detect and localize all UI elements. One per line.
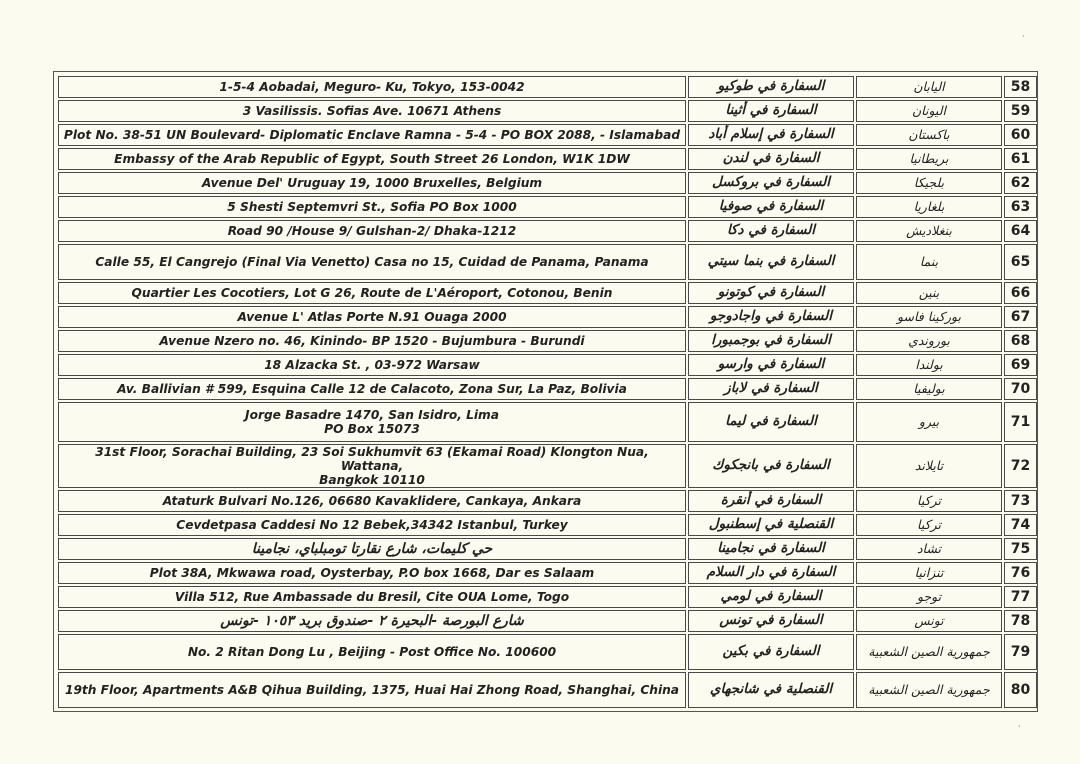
address-line: شارع البورصة -البحيرة ٢ -صندوق بريد ١٠٥٣ -تونس bbox=[220, 613, 524, 630]
address-cell bbox=[58, 490, 686, 512]
country-cell: بوركينا فاسو bbox=[856, 306, 1002, 328]
address-line: Av. Ballivian # 599, Esquina Calle 12 de Calacoto, Zona Sur, La Paz, Bolivia bbox=[117, 381, 627, 396]
address-line: Jorge Basadre 1470, San Isidro, Lima bbox=[245, 407, 499, 422]
table-row bbox=[58, 514, 1037, 536]
row-number-cell: 68 bbox=[1004, 330, 1037, 352]
address-cell bbox=[58, 586, 686, 608]
address-line: Avenue Del' Uruguay 19, 1000 Bruxelles, Belgium bbox=[201, 175, 543, 190]
row-number-cell: 70 bbox=[1004, 378, 1037, 400]
address-cell bbox=[58, 354, 686, 376]
address-cell bbox=[58, 444, 686, 488]
address-line: 31st Floor, Sorachai Building, 23 Soi Sukhumvit 63 (Ekamai Road) Klongton Nua, Wattana, bbox=[95, 445, 649, 474]
address-cell bbox=[58, 538, 686, 560]
address-line: 1-5-4 Aobadai, Meguro- Ku, Tokyo, 153-0042 bbox=[219, 79, 525, 94]
country-cell: اليابان bbox=[856, 76, 1002, 98]
table-row bbox=[58, 76, 1037, 98]
table-row bbox=[58, 196, 1037, 218]
country-cell: تركيا bbox=[856, 490, 1002, 512]
address-line: No. 2 Ritan Dong Lu , Beijing - Post Office No. 100600 bbox=[187, 645, 557, 660]
address-cell bbox=[58, 634, 686, 670]
mission-cell: السفارة في تونس bbox=[688, 610, 854, 632]
row-number-cell: 73 bbox=[1004, 490, 1037, 512]
address-line: 5 Shesti Septemvri St., Sofia PO Box 1000 bbox=[227, 199, 517, 214]
table-row bbox=[58, 148, 1037, 170]
row-number-cell: 75 bbox=[1004, 538, 1037, 560]
row-number-cell: 71 bbox=[1004, 402, 1037, 442]
country-cell: تشاد bbox=[856, 538, 1002, 560]
address-line: Plot No. 38-51 UN Boulevard- Diplomatic Enclave Ramna - 5-4 - PO BOX 2088, - Islamabad bbox=[63, 127, 681, 142]
country-cell: باكستان bbox=[856, 124, 1002, 146]
address-line: Road 90 /House 9/ Gulshan-2/ Dhaka-1212 bbox=[227, 223, 517, 238]
address-line: 19th Floor, Apartments A&B Qihua Building, 1375, Huai Hai Zhong Road, Shanghai, China bbox=[64, 683, 680, 698]
scan-dot: · bbox=[1018, 722, 1021, 731]
mission-cell: السفارة في أنقرة bbox=[688, 490, 854, 512]
mission-cell: السفارة في بكين bbox=[688, 634, 854, 670]
table-row bbox=[58, 378, 1037, 400]
address-line: Plot 38A, Mkwawa road, Oysterbay, P.O box 1668, Dar es Salaam bbox=[149, 566, 595, 581]
embassy-table-body bbox=[58, 76, 1037, 708]
table-row bbox=[58, 672, 1037, 708]
row-number-cell: 78 bbox=[1004, 610, 1037, 632]
table-row bbox=[58, 244, 1037, 280]
country-cell: بلغاريا bbox=[856, 196, 1002, 218]
table-row bbox=[58, 330, 1037, 352]
row-number-cell: 59 bbox=[1004, 100, 1037, 122]
table-row bbox=[58, 124, 1037, 146]
address-line: Avenue L' Atlas Porte N.91 Ouaga 2000 bbox=[237, 309, 507, 324]
mission-cell: السفارة في نجامينا bbox=[688, 538, 854, 560]
row-number-cell: 58 bbox=[1004, 76, 1037, 98]
mission-cell: السفارة في وارسو bbox=[688, 354, 854, 376]
address-cell bbox=[58, 672, 686, 708]
table-row bbox=[58, 444, 1037, 488]
table-row bbox=[58, 306, 1037, 328]
row-number-cell: 76 bbox=[1004, 562, 1037, 584]
address-cell bbox=[58, 100, 686, 122]
row-number-cell: 69 bbox=[1004, 354, 1037, 376]
country-cell: بيرو bbox=[856, 402, 1002, 442]
address-line: Calle 55, El Cangrejo (Final Via Venetto) Casa no 15, Cuidad de Panama, Panama bbox=[95, 254, 649, 269]
address-line: 18 Alzacka St. , 03-972 Warsaw bbox=[264, 357, 480, 372]
address-cell bbox=[58, 76, 686, 98]
table-row bbox=[58, 282, 1037, 304]
table-row bbox=[58, 490, 1037, 512]
row-number-cell: 67 bbox=[1004, 306, 1037, 328]
scan-dot: · bbox=[1022, 32, 1025, 41]
address-cell bbox=[58, 610, 686, 632]
row-number-cell: 72 bbox=[1004, 444, 1037, 488]
mission-cell: السفارة في دار السلام bbox=[688, 562, 854, 584]
row-number-cell: 64 bbox=[1004, 220, 1037, 242]
table-row bbox=[58, 586, 1037, 608]
table-row bbox=[58, 402, 1037, 442]
address-line: Ataturk Bulvari No.126, 06680 Kavaklidere, Cankaya, Ankara bbox=[162, 494, 582, 509]
address-cell bbox=[58, 148, 686, 170]
country-cell: بريطانيا bbox=[856, 148, 1002, 170]
mission-cell: السفارة في بروكسل bbox=[688, 172, 854, 194]
table-row bbox=[58, 354, 1037, 376]
row-number-cell: 80 bbox=[1004, 672, 1037, 708]
mission-cell: السفارة في لومي bbox=[688, 586, 854, 608]
address-line: Embassy of the Arab Republic of Egypt, South Street 26 London, W1K 1DW bbox=[114, 151, 630, 166]
row-number-cell: 61 bbox=[1004, 148, 1037, 170]
address-line: حي كليمات، شارع نقارتا تومبلباي، نجامينا bbox=[251, 541, 493, 558]
row-number-cell: 66 bbox=[1004, 282, 1037, 304]
table-row bbox=[58, 100, 1037, 122]
country-cell: جمهورية الصين الشعبية bbox=[856, 672, 1002, 708]
mission-cell: القنصلية في شانجهاي bbox=[688, 672, 854, 708]
embassy-table bbox=[56, 74, 1039, 710]
row-number-cell: 62 bbox=[1004, 172, 1037, 194]
embassy-table-frame bbox=[53, 71, 1038, 712]
table-row bbox=[58, 220, 1037, 242]
address-line: Villa 512, Rue Ambassade du Bresil, Cite OUA Lome, Togo bbox=[174, 590, 570, 605]
mission-cell: السفارة في لندن bbox=[688, 148, 854, 170]
country-cell: جمهورية الصين الشعبية bbox=[856, 634, 1002, 670]
address-line-2: Bangkok 10110 bbox=[319, 473, 425, 488]
address-cell bbox=[58, 172, 686, 194]
address-cell bbox=[58, 514, 686, 536]
country-cell: تايلاند bbox=[856, 444, 1002, 488]
country-cell: تونس bbox=[856, 610, 1002, 632]
mission-cell: السفارة في طوكيو bbox=[688, 76, 854, 98]
address-cell bbox=[58, 378, 686, 400]
address-line: 3 Vasilissis. Sofias Ave. 10671 Athens bbox=[242, 103, 502, 118]
mission-cell: السفارة في صوفيا bbox=[688, 196, 854, 218]
mission-cell: السفارة في لاباز bbox=[688, 378, 854, 400]
row-number-cell: 74 bbox=[1004, 514, 1037, 536]
country-cell: بوروندي bbox=[856, 330, 1002, 352]
mission-cell: السفارة في أثينا bbox=[688, 100, 854, 122]
address-cell bbox=[58, 220, 686, 242]
mission-cell: السفارة في ليما bbox=[688, 402, 854, 442]
country-cell: بنين bbox=[856, 282, 1002, 304]
mission-cell: السفارة في دكا bbox=[688, 220, 854, 242]
row-number-cell: 77 bbox=[1004, 586, 1037, 608]
address-cell bbox=[58, 282, 686, 304]
country-cell: بولندا bbox=[856, 354, 1002, 376]
country-cell: تنزانيا bbox=[856, 562, 1002, 584]
mission-cell: القنصلية في إسطنبول bbox=[688, 514, 854, 536]
country-cell: بوليفيا bbox=[856, 378, 1002, 400]
address-cell bbox=[58, 330, 686, 352]
mission-cell: السفارة في واجادوجو bbox=[688, 306, 854, 328]
mission-cell: السفارة في كوتونو bbox=[688, 282, 854, 304]
row-number-cell: 79 bbox=[1004, 634, 1037, 670]
mission-cell: السفارة في بانجكوك bbox=[688, 444, 854, 488]
mission-cell: السفارة في إسلام أباد bbox=[688, 124, 854, 146]
table-row bbox=[58, 610, 1037, 632]
country-cell: اليونان bbox=[856, 100, 1002, 122]
address-cell bbox=[58, 562, 686, 584]
address-line: Quartier Les Cocotiers, Lot G 26, Route de L'Aéroport, Cotonou, Benin bbox=[131, 285, 613, 300]
address-cell bbox=[58, 244, 686, 280]
address-cell bbox=[58, 196, 686, 218]
address-cell bbox=[58, 402, 686, 442]
country-cell: تركيا bbox=[856, 514, 1002, 536]
mission-cell: السفارة في بوجمبورا bbox=[688, 330, 854, 352]
row-number-cell: 65 bbox=[1004, 244, 1037, 280]
country-cell: بنما bbox=[856, 244, 1002, 280]
address-line: Avenue Nzero no. 46, Kinindo- BP 1520 - Bujumbura - Burundi bbox=[159, 333, 585, 348]
address-line-2: PO Box 15073 bbox=[324, 422, 420, 436]
country-cell: بنغلاديش bbox=[856, 220, 1002, 242]
row-number-cell: 60 bbox=[1004, 124, 1037, 146]
address-cell bbox=[58, 124, 686, 146]
table-row bbox=[58, 172, 1037, 194]
row-number-cell: 63 bbox=[1004, 196, 1037, 218]
country-cell: بلجيكا bbox=[856, 172, 1002, 194]
address-cell bbox=[58, 306, 686, 328]
table-row bbox=[58, 634, 1037, 670]
table-row bbox=[58, 538, 1037, 560]
country-cell: توجو bbox=[856, 586, 1002, 608]
mission-cell: السفارة في بنما سيتي bbox=[688, 244, 854, 280]
table-row bbox=[58, 562, 1037, 584]
address-line: Cevdetpasa Caddesi No 12 Bebek,34342 Istanbul, Turkey bbox=[176, 518, 568, 533]
